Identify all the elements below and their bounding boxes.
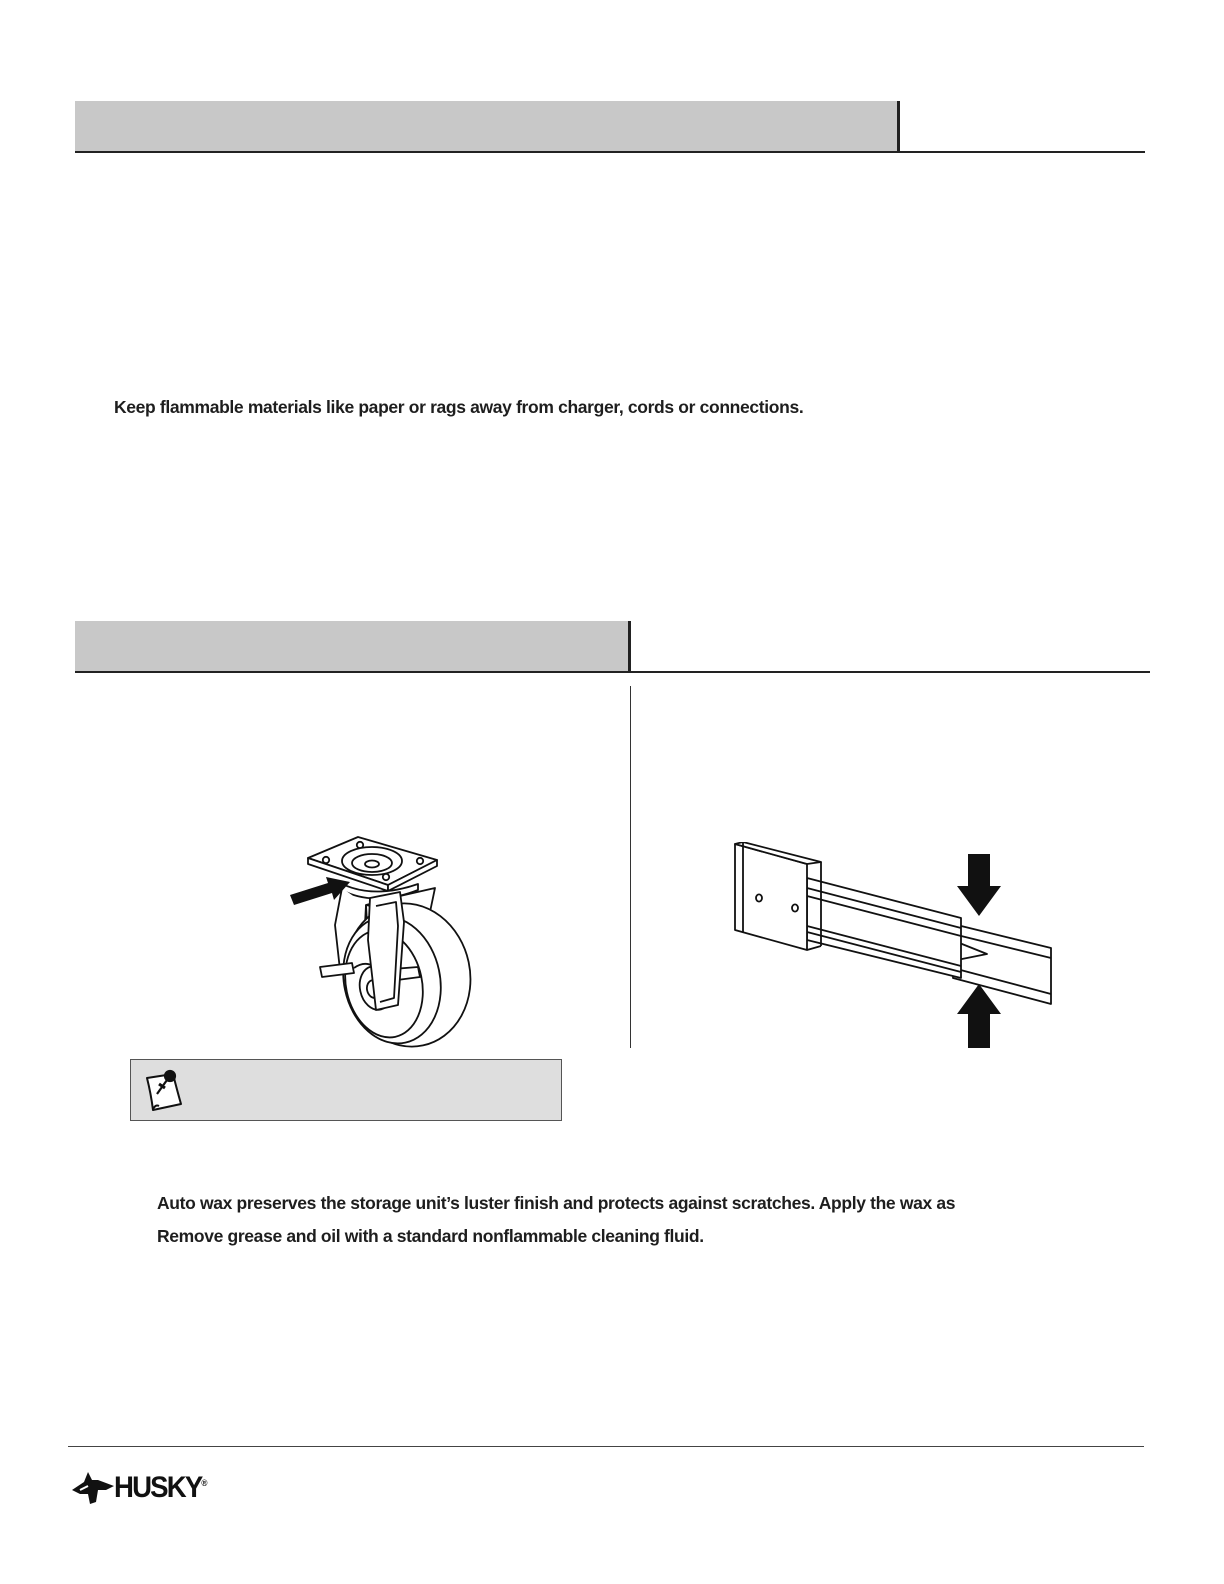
section-header-band-top	[75, 101, 898, 152]
husky-dog-logo-icon	[70, 1470, 116, 1506]
husky-logo	[114, 1471, 208, 1505]
grease-instruction-text: Remove grease and oil with a standard nonflammable cleaning fluid.	[157, 1226, 704, 1246]
section-header-band-mid	[75, 621, 629, 672]
caster-wheel-illustration	[280, 830, 490, 1052]
section-header-tick-top	[897, 101, 900, 152]
note-box	[130, 1059, 562, 1121]
husky-logo-registered-mark: ®	[201, 1478, 208, 1488]
wax-instruction-text: Auto wax preserves the storage unit’s luster finish and protects against scratches. Apply the wax as	[157, 1193, 956, 1213]
section-header-rule-top	[75, 151, 1145, 153]
husky-logo-wordmark: HUSKY	[114, 1471, 202, 1504]
drawer-slide-illustration	[725, 842, 1060, 1052]
section-header-tick-mid	[628, 621, 631, 672]
note-pin-icon	[143, 1068, 185, 1112]
column-divider	[630, 686, 631, 1048]
section-header-rule-mid	[75, 671, 1150, 673]
footer-rule	[68, 1446, 1144, 1447]
flammable-warning-text: Keep flammable materials like paper or rags away from charger, cords or connections.	[114, 397, 804, 417]
